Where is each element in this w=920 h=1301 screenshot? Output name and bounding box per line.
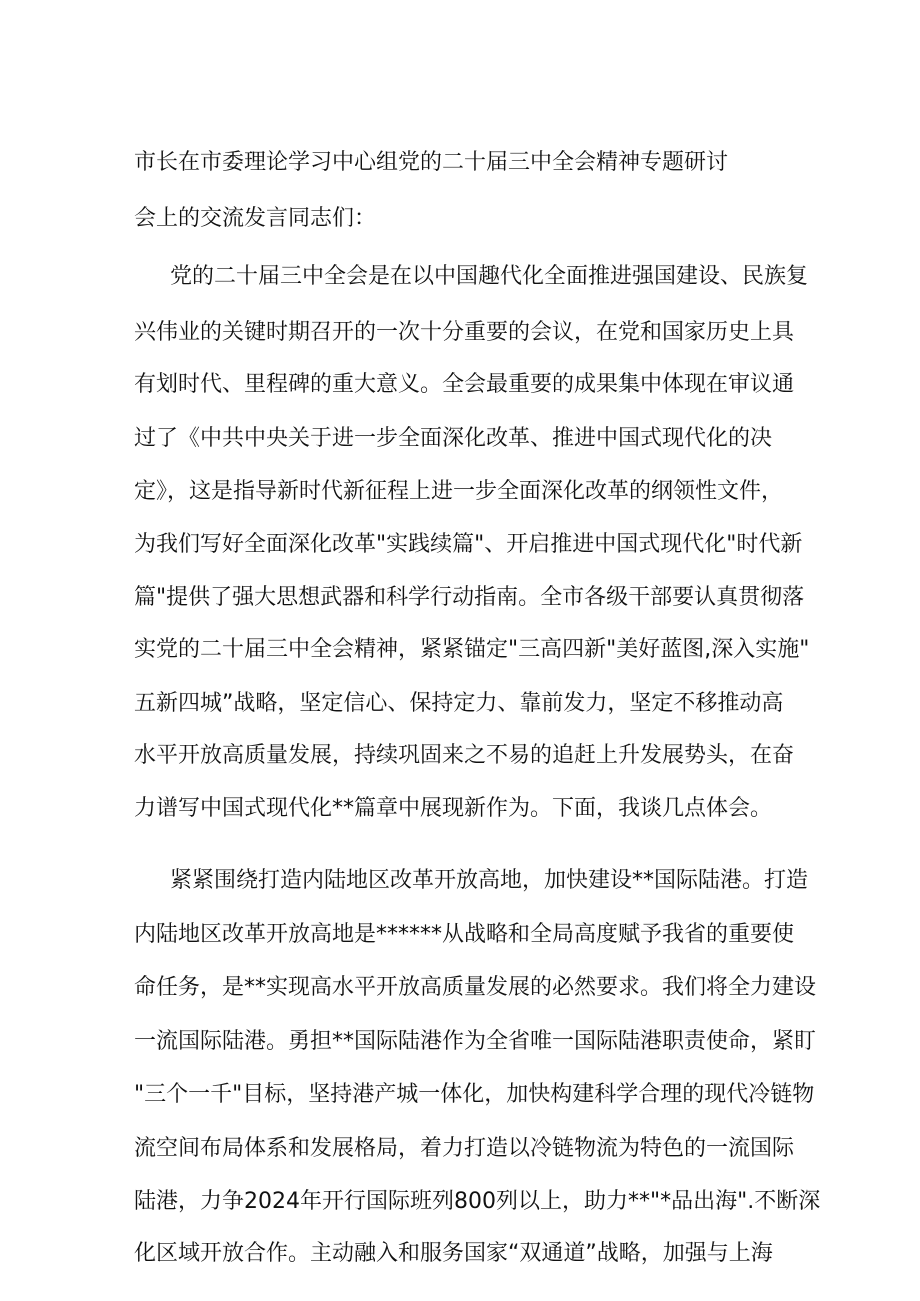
paragraph-1-line-3: 有划时代、里程碑的重大意义。全会最重要的成果集中体现在审议通 [134, 372, 795, 397]
paragraph-1-line-7: 篇"提供了强大思想武器和科学行动指南。全市各级干部要认真贯彻落 [134, 585, 805, 610]
paragraph-1-line-5: 定》，这是指导新时代新征程上进一步全面深化改革的纲领性文件， [134, 479, 784, 504]
title-line-2: 会上的交流发言同志们： [134, 206, 377, 231]
paragraph-1-line-9: 五新四城”战略，坚定信心、保持定力、靠前发力，坚定不移推动高 [134, 691, 784, 716]
paragraph-1-line-6: 为我们写好全面深化改革"实践续篇"、开启推进中国式现代化"时代新 [134, 532, 803, 557]
paragraph-1-line-10: 水平开放高质量发展，持续巩固来之不易的追赶上升发展势头，在奋 [134, 743, 795, 768]
title-line-1: 市长在市委理论学习中心组党的二十届三中全会精神专题研讨 [134, 150, 729, 175]
paragraph-1-line-4: 过了《中共中央关于进一步全面深化改革、推进中国式现代化的决 [134, 426, 773, 451]
paragraph-1-line-1: 党的二十届三中全会是在以中国趣代化全面推进强国建设、民族复 [170, 264, 809, 289]
paragraph-1-line-11: 力谱写中国式现代化**篇章中展现新作为。下面，我谈几点体会。 [134, 796, 773, 821]
paragraph-2-line-4: 一流国际陆港。勇担**国际陆港作为全省唯一国际陆港职责使命，紧盯 [134, 1029, 817, 1054]
paragraph-2-line-7: 陆港，力争2024年开行国际班列800列以上，助力**"*品出海".不断深 [134, 1189, 821, 1214]
paragraph-2-line-6: 流空间布局体系和发展格局，着力打造以冷链物流为特色的一流国际 [134, 1136, 795, 1161]
paragraph-2-line-5: "三个一千"目标，坚持港产城一体化，加快构建科学合理的现代冷链物 [134, 1082, 815, 1107]
paragraph-1-line-2: 兴伟业的关键时期召开的一次十分重要的会议，在党和国家历史上具 [134, 320, 795, 345]
paragraph-2-line-8: 化区域开放合作。主动融入和服务国家“双通道”战略，加强与上海 [134, 1241, 773, 1266]
paragraph-1-line-8: 实党的二十届三中全会精神，紧紧锚定"三高四新"美好蓝图,深入实施" [134, 637, 810, 662]
paragraph-2-line-2: 内陆地区改革开放高地是******从战略和全局高度赋予我省的重要使 [134, 922, 795, 947]
paragraph-2-line-3: 命任务，是**实现高水平开放高质量发展的必然要求。我们将全力建设 [134, 975, 817, 1000]
paragraph-2-line-1: 紧紧围绕打造内陆地区改革开放高地，加快建设**国际陆港。打造 [170, 868, 809, 893]
